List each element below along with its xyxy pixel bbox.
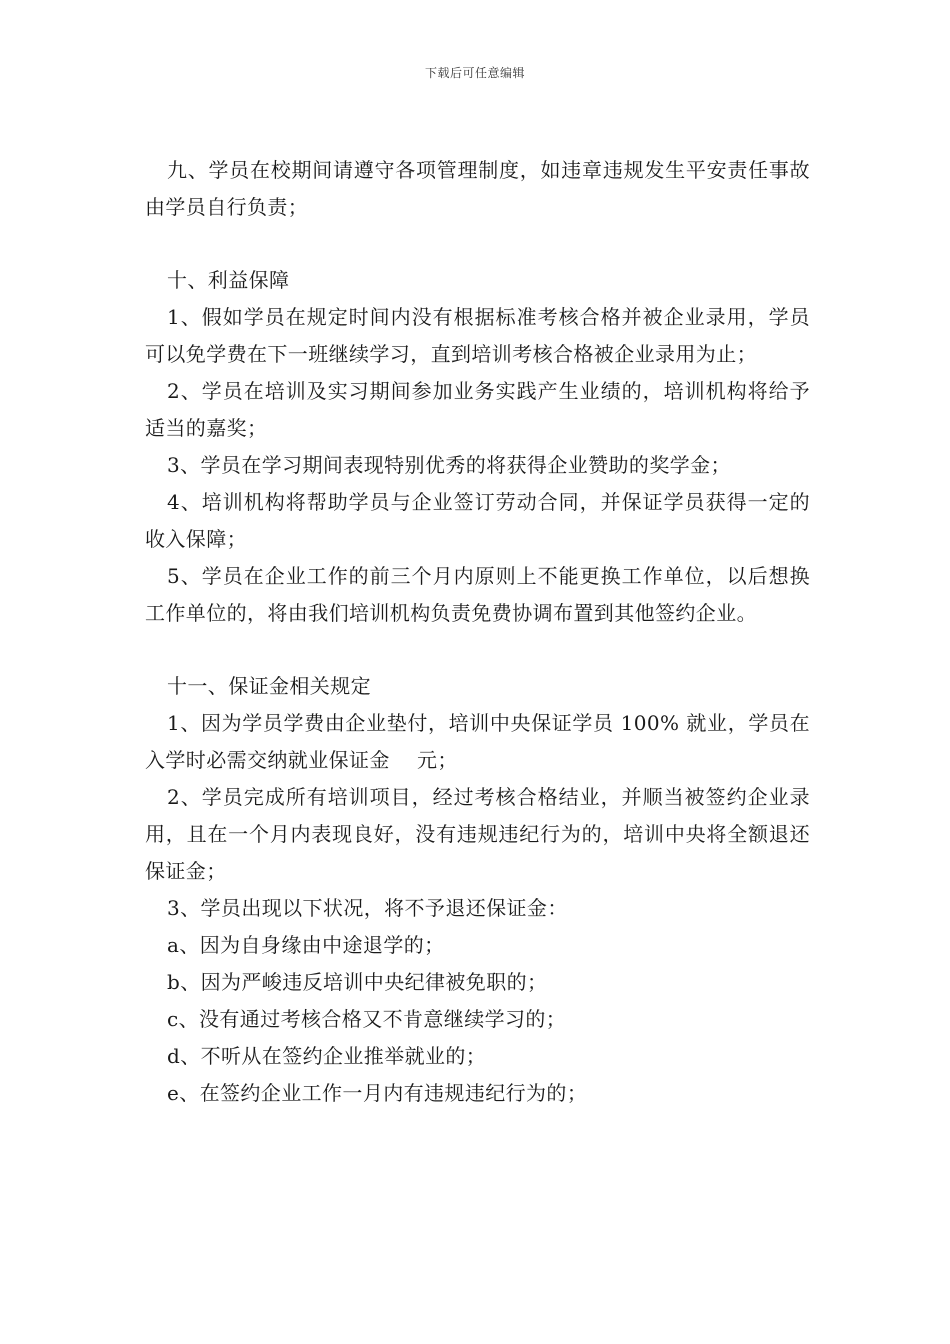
section-10-item-3: 3、学员在学习期间表现特别优秀的将获得企业赞助的奖学金；: [167, 453, 731, 477]
section-11-item-2: 2、学员完成所有培训项目，经过考核合格结业，并顺当被签约企业录用，且在一个月内表现良好，没有违规违纪行为的，培训中央将全额退还保证金；: [145, 785, 810, 883]
section-spacer: [145, 632, 810, 668]
section-11-item-d: d、不听从在签约企业推举就业的；: [167, 1044, 487, 1068]
section-11-item-3: 3、学员出现以下状况，将不予退还保证金：: [167, 896, 568, 920]
page-header-note: 下载后可任意编辑: [424, 66, 525, 80]
section-11-item-1: 1、因为学员学费由企业垫付，培训中央保证学员 100% 就业，学员在入学时必需交纳就业保证金 元；: [145, 711, 810, 772]
section-9-paragraph: 九、学员在校期间请遵守各项管理制度，如违章违规发生平安责任事故由学员自行负责；: [145, 158, 810, 219]
section-11-item-e: e、在签约企业工作一月内有违规违纪行为的；: [167, 1081, 588, 1105]
section-10-item-1: 1、假如学员在规定时间内没有根据标准考核合格并被企业录用，学员可以免学费在下一班继续学习，直到培训考核合格被企业录用为止；: [145, 305, 810, 366]
section-10-item-4: 4、培训机构将帮助学员与企业签订劳动合同，并保证学员获得一定的收入保障；: [145, 490, 810, 551]
section-10-item-5: 5、学员在企业工作的前三个月内原则上不能更换工作单位，以后想换工作单位的，将由我们培训机构负责免费协调布置到其他签约企业。: [145, 564, 810, 625]
section-spacer: [145, 226, 810, 262]
document-body: [145, 152, 810, 1112]
section-10-item-2: 2、学员在培训及实习期间参加业务实践产生业绩的，培训机构将给予适当的嘉奖；: [145, 379, 810, 440]
section-11-item-c: c、没有通过考核合格又不肯意继续学习的；: [167, 1007, 567, 1031]
section-11-title: 十一、保证金相关规定: [167, 674, 371, 698]
section-11-item-a: a、因为自身缘由中途退学的；: [167, 933, 445, 957]
section-10-title: 十、利益保障: [167, 268, 290, 292]
section-11-item-b: b、因为严峻违反培训中央纪律被免职的；: [167, 970, 548, 994]
